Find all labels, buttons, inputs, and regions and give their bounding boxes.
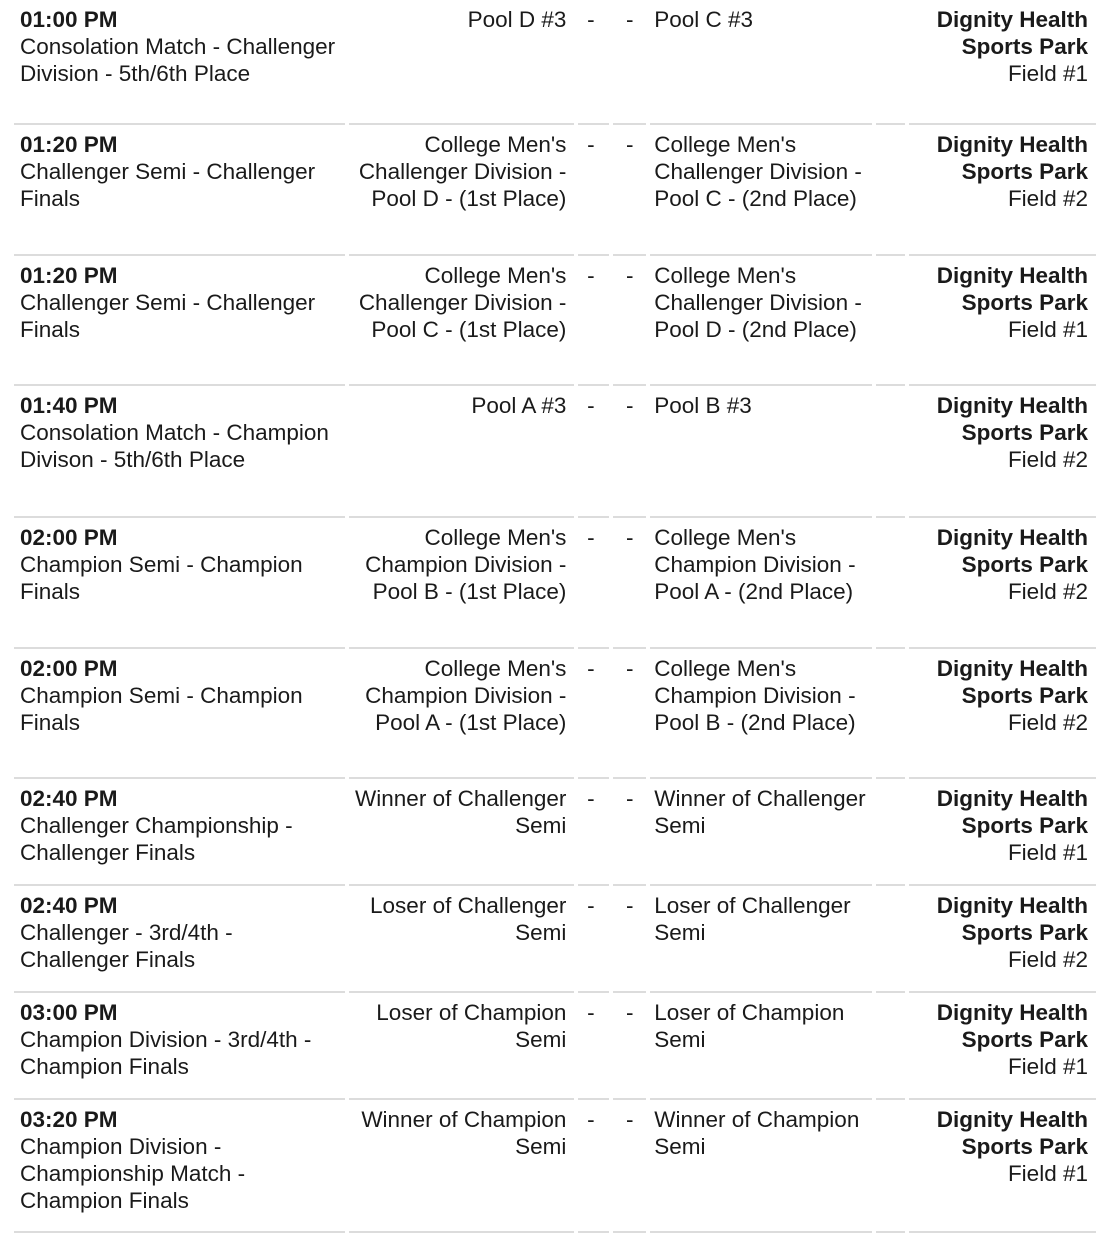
match-time: 01:40 PM xyxy=(20,393,118,418)
venue-field: Field #1 xyxy=(1007,1161,1088,1186)
home-score: - xyxy=(578,993,609,1100)
venue-cell xyxy=(909,518,1096,649)
away-score: - xyxy=(613,993,646,1100)
venue-name: Dignity Health Sports Park xyxy=(936,7,1088,59)
match-time: 01:20 PM xyxy=(20,132,118,157)
venue-field: Field #1 xyxy=(1007,1054,1088,1079)
match-description: Challenger - 3rd/4th - Challenger Finals xyxy=(20,920,233,972)
match-row xyxy=(14,649,1096,779)
match-row xyxy=(14,125,1096,256)
venue-cell xyxy=(909,779,1096,886)
away-score: - xyxy=(613,779,646,886)
spacer-cell xyxy=(876,649,905,779)
match-time: 01:00 PM xyxy=(20,7,118,32)
match-time: 03:00 PM xyxy=(20,1000,118,1025)
match-time-cell xyxy=(14,125,345,256)
match-time: 02:40 PM xyxy=(20,786,118,811)
match-row xyxy=(14,886,1096,993)
venue-cell xyxy=(909,386,1096,518)
spacer-cell xyxy=(876,256,905,386)
home-team: College Men's Champion Division - Pool A - (1st Place) xyxy=(349,649,574,779)
venue-cell xyxy=(909,993,1096,1100)
home-score: - xyxy=(578,256,609,386)
venue-cell xyxy=(909,125,1096,256)
venue-name: Dignity Health Sports Park xyxy=(936,656,1088,708)
match-description: Consolation Match - Champion Divison - 5th/6th Place xyxy=(20,420,329,472)
away-team: Pool C #3 xyxy=(650,0,871,125)
match-time: 02:40 PM xyxy=(20,893,118,918)
away-team: College Men's Challenger Division - Pool D - (2nd Place) xyxy=(650,256,871,386)
home-team: Winner of Champion Semi xyxy=(349,1100,574,1233)
away-score: - xyxy=(613,1100,646,1233)
away-score: - xyxy=(613,125,646,256)
match-time-cell xyxy=(14,386,345,518)
venue-field: Field #2 xyxy=(1007,186,1088,211)
home-team: College Men's Champion Division - Pool B - (1st Place) xyxy=(349,518,574,649)
match-time-cell xyxy=(14,993,345,1100)
match-row xyxy=(14,518,1096,649)
spacer-cell xyxy=(876,386,905,518)
away-score: - xyxy=(613,0,646,125)
away-team: College Men's Champion Division - Pool A - (2nd Place) xyxy=(650,518,871,649)
away-score: - xyxy=(613,649,646,779)
spacer-cell xyxy=(876,1100,905,1233)
spacer-cell xyxy=(876,993,905,1100)
spacer-cell xyxy=(876,125,905,256)
away-team: Winner of Champion Semi xyxy=(650,1100,871,1233)
match-description: Challenger Semi - Challenger Finals xyxy=(20,159,316,211)
home-score: - xyxy=(578,386,609,518)
schedule-table xyxy=(14,0,1096,1233)
venue-name: Dignity Health Sports Park xyxy=(936,393,1088,445)
match-row xyxy=(14,993,1096,1100)
match-description: Champion Semi - Champion Finals xyxy=(20,683,303,735)
venue-cell xyxy=(909,886,1096,993)
home-score: - xyxy=(578,886,609,993)
home-score: - xyxy=(578,518,609,649)
venue-cell xyxy=(909,649,1096,779)
venue-field: Field #1 xyxy=(1007,840,1088,865)
spacer-cell xyxy=(876,779,905,886)
schedule-rows xyxy=(14,0,1096,1233)
match-time-cell xyxy=(14,256,345,386)
venue-field: Field #1 xyxy=(1007,61,1088,86)
away-score: - xyxy=(613,256,646,386)
venue-name: Dignity Health Sports Park xyxy=(936,132,1088,184)
spacer-cell xyxy=(876,886,905,993)
away-team: College Men's Champion Division - Pool B - (2nd Place) xyxy=(650,649,871,779)
venue-name: Dignity Health Sports Park xyxy=(936,786,1088,838)
away-team: College Men's Challenger Division - Pool C - (2nd Place) xyxy=(650,125,871,256)
venue-name: Dignity Health Sports Park xyxy=(936,893,1088,945)
home-score: - xyxy=(578,125,609,256)
away-team: Winner of Challenger Semi xyxy=(650,779,871,886)
match-description: Consolation Match - Challenger Division - 5th/6th Place xyxy=(20,34,336,86)
spacer-cell xyxy=(876,0,905,125)
match-row xyxy=(14,386,1096,518)
away-score: - xyxy=(613,886,646,993)
home-score: - xyxy=(578,1100,609,1233)
venue-cell xyxy=(909,0,1096,125)
venue-field: Field #2 xyxy=(1007,447,1088,472)
match-description: Champion Division - 3rd/4th - Champion Finals xyxy=(20,1027,312,1079)
venue-field: Field #2 xyxy=(1007,947,1088,972)
match-description: Champion Division - Championship Match - Champion Finals xyxy=(20,1134,246,1213)
match-time: 01:20 PM xyxy=(20,263,118,288)
home-team: College Men's Challenger Division - Pool C - (1st Place) xyxy=(349,256,574,386)
match-description: Challenger Semi - Challenger Finals xyxy=(20,290,316,342)
match-time-cell xyxy=(14,649,345,779)
home-team: Pool A #3 xyxy=(349,386,574,518)
venue-name: Dignity Health Sports Park xyxy=(936,525,1088,577)
match-time-cell xyxy=(14,886,345,993)
away-team: Loser of Champion Semi xyxy=(650,993,871,1100)
home-team: Winner of Challenger Semi xyxy=(349,779,574,886)
match-row xyxy=(14,779,1096,886)
home-team: Pool D #3 xyxy=(349,0,574,125)
home-team: Loser of Challenger Semi xyxy=(349,886,574,993)
match-row xyxy=(14,256,1096,386)
away-score: - xyxy=(613,518,646,649)
venue-name: Dignity Health Sports Park xyxy=(936,263,1088,315)
match-row xyxy=(14,1100,1096,1233)
spacer-cell xyxy=(876,518,905,649)
match-row xyxy=(14,0,1096,125)
match-description: Challenger Championship - Challenger Finals xyxy=(20,813,293,865)
home-score: - xyxy=(578,0,609,125)
home-score: - xyxy=(578,649,609,779)
match-time: 03:20 PM xyxy=(20,1107,118,1132)
match-time: 02:00 PM xyxy=(20,525,118,550)
match-time-cell xyxy=(14,518,345,649)
match-time-cell xyxy=(14,779,345,886)
venue-name: Dignity Health Sports Park xyxy=(936,1000,1088,1052)
venue-cell xyxy=(909,256,1096,386)
match-time-cell xyxy=(14,0,345,125)
away-team: Loser of Challenger Semi xyxy=(650,886,871,993)
match-time-cell xyxy=(14,1100,345,1233)
home-team: Loser of Champion Semi xyxy=(349,993,574,1100)
venue-field: Field #2 xyxy=(1007,710,1088,735)
venue-field: Field #1 xyxy=(1007,317,1088,342)
venue-field: Field #2 xyxy=(1007,579,1088,604)
home-team: College Men's Challenger Division - Pool D - (1st Place) xyxy=(349,125,574,256)
match-description: Champion Semi - Champion Finals xyxy=(20,552,303,604)
venue-name: Dignity Health Sports Park xyxy=(936,1107,1088,1159)
away-score: - xyxy=(613,386,646,518)
away-team: Pool B #3 xyxy=(650,386,871,518)
venue-cell xyxy=(909,1100,1096,1233)
match-time: 02:00 PM xyxy=(20,656,118,681)
home-score: - xyxy=(578,779,609,886)
